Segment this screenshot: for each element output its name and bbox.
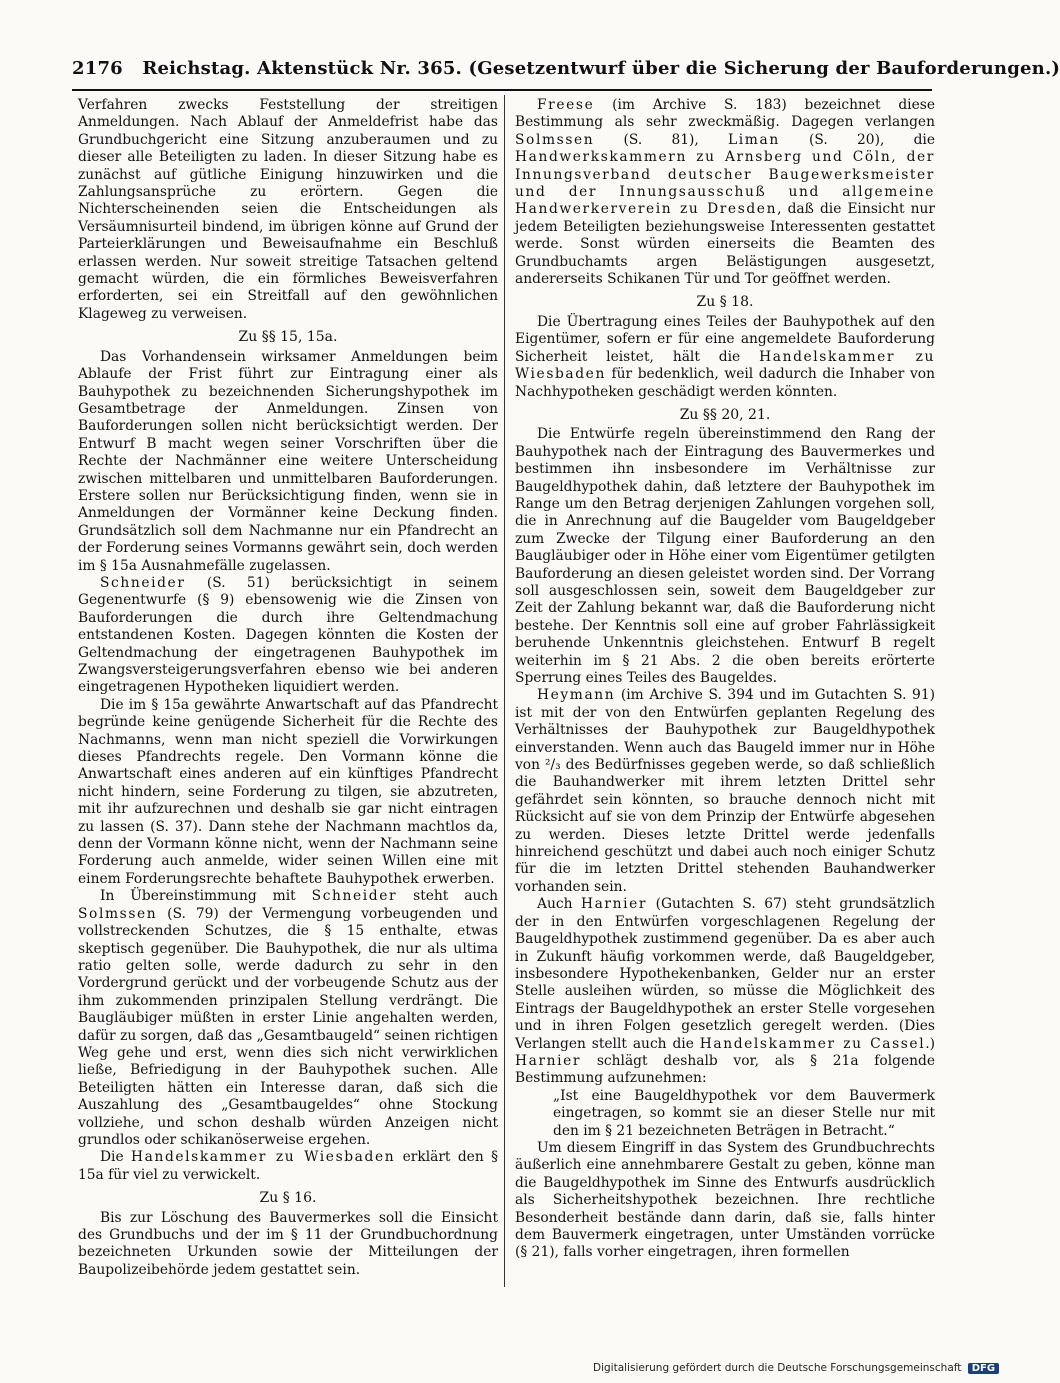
author-name: Schneider xyxy=(100,574,186,591)
section-heading-18: Zu § 18. xyxy=(696,294,754,311)
text-run: .) xyxy=(925,1035,935,1052)
author-name: Harnier xyxy=(515,1052,582,1069)
right-column xyxy=(515,97,935,1287)
text-run: schlägt deshalb vor, als § 21a folgende Bestimmung aufzunehmen: xyxy=(515,1052,935,1087)
author-name: Freese xyxy=(537,97,595,113)
quoted-provision: „Ist eine Baugeldhypothek vor dem Bauvermerk eingetragen, so kommt sie an dieser Stelle nur mit den im § 21 bezeichneten Beträgen in Betracht.“ xyxy=(553,1087,935,1139)
institution-name: Handelskammer zu Wiesbaden xyxy=(515,348,935,383)
author-name: Solmssen xyxy=(78,905,158,922)
header-rule xyxy=(72,89,932,91)
text-run: Die Übertragung eines Teiles der Bauhypothek auf den Eigentümer, sofern er für eine angemeldete Bauforderung Sicherheit leistet, hält die xyxy=(515,313,935,365)
left-paragraph-4: Die im § 15a gewährte Anwartschaft auf das Pfandrecht begründe keine genügende Sicherheit für die Rechte des Nachmanns, wenn man nicht speziell die Vorwirkungen dieses Pfandrechts regele. Den Vormann könne die Anwartschaft eines anderen auf ein künftiges Pfandrecht nicht hindern, seine Forderung zu tilgen, sie abzutreten, mit ihr aufzurechnen und deshalb sie gar nicht eintragen zu lassen (S. 37). Dann stehe der Nachmann machtlos da, denn der Vormann könne nicht, wenn der Nachmann seine Forderung auch anmelde, wider seinen Willen eine mit einem Forderungsrechte behaftete Bauhypothek erwerben. xyxy=(78,696,498,887)
running-header xyxy=(72,58,1060,88)
text-run: Auch xyxy=(537,896,581,913)
text-run: Die xyxy=(100,1149,132,1166)
author-name: Harnier xyxy=(580,896,648,913)
right-paragraph-2 xyxy=(515,314,935,401)
institution-name: Handwerkskammern zu Arnsberg und Cöln, der Innungsverband deutscher Baugewerksmeister und der Innungsausschuß und allgemeine Handwerkerverein zu Dresden xyxy=(515,149,935,218)
author-name: Heymann xyxy=(537,687,616,704)
right-paragraph-3: Die Entwürfe regeln übereinstimmend den Rang der Bauhypothek nach der Eintragung des Bauvermerkes und bestimmen ihn insbesondere im Verhältnisse zur Baugeldhypothek dahin, daß letztere der Bauhypothek im Range um den Betrag derjenigen Zahlungen vorgehen soll, die in Anrechnung auf die Baugelder vom Baugeldgeber zum Zwecke der Tilgung einer Bauforderung an den Baugläubiger oder in Höhe einer vom Eigentümer getilgten Bauforderung an diesen geleistet worden sind. Der Vorrang soll ausgeschlossen sein, soweit dem Baugeldgeber zur Zeit der Zahlung bekannt war, daß die Bauforderung nicht bestehe. Der Kenntnis soll eine auf grober Fahrlässigkeit beruhende Unkenntnis gleichstehen. Entwurf B regelt weiterhin im § 21 Abs. 2 die oben bereits erörterte Sperrung eines Teiles des Baugeldes. xyxy=(515,426,935,686)
right-paragraph-6: Um diesem Eingriff in das System des Grundbuchrechts äußerlich eine annehmbarere Gestalt zu geben, könne man die Baugeldhypothek im Sinne des Entwurfs ausdrücklich als Sicherheitshypothek bezeichnen. Ihre rechtliche Besonderheit bestände dann darin, daß sie, falls hinter dem Bauvermerk eingetragen, unter Umständen vorrücke (§ 21), falls vorher eingetragen, ihren formellen xyxy=(515,1139,935,1261)
header-title: Reichstag. Aktenstück Nr. 365. (Gesetzentwurf über die Sicherung der Bauforderungen.) xyxy=(142,58,1060,79)
digitization-footer xyxy=(593,1362,996,1380)
text-run: , daß die Einsicht nur jedem Beteiligten beziehungsweise Interessenten gestattet werde. Sonst würden einerseits die Beamten des Grundbuchamts argen Belästigungen ausgesetzt, andererseits Schikanen Tür und Tor geöffnet werden. xyxy=(515,201,935,288)
text-run: erklärt den § 15a für viel zu verwickelt. xyxy=(78,1149,498,1183)
left-column xyxy=(78,97,498,1287)
left-paragraph-2: Das Vorhandensein wirksamer Anmeldungen beim Ablaufe der Frist führt zur Eintragung einer als Bauhypothek zu bezeichnenden Sicherungshypothek im Gesamtbetrage der Anmeldungen. Zinsen von Bauforderungen sollen nicht berücksichtigt werden. Der Entwurf B macht wegen seiner Vorschriften über die Rechte der Nachmänner eine weitere Unterscheidung zwischen mittelbaren und unmittelbaren Bauforderungen. Erstere sollen nur Berücksichtigung finden, wenn sie in Anmeldungen der Vormänner keine Deckung finden. Grundsätzlich soll dem Nachmanne nur ein Pfandrecht an der Forderung seines Vormanns gewährt sein, doch werden im § 15a Ausnahmefälle zugelassen. xyxy=(78,348,498,574)
column-divider xyxy=(504,95,505,1287)
right-paragraph-5 xyxy=(515,896,935,1087)
right-paragraph-4 xyxy=(515,687,935,896)
text-run: (im Archive S. 394 und im Gutachten S. 91) ist mit der von den Entwürfen geplanten Regelung des Verhältnisses der Bauhypothek zur Baugeldhypothek einverstanden. Wenn auch das Baugeld immer nur in Höhe von ²/₃ des Bedürfnisses gegeben werde, so daß schließlich die Bauhandwerker mit ihrem letzten Drittel sehr gefährdet sein könnten, so brauche dennoch nicht mit Rücksicht auf sie von dem Prinzip der Entwürfe abgesehen zu werden. Dieses letzte Drittel werde jedenfalls hinreichend geschützt und dabei auch noch einiger Schutz für die im letzten Drittel stehenden Bauhandwerker vorhanden sein. xyxy=(515,687,935,895)
text-run: (S. 20), die xyxy=(779,131,935,148)
section-heading-20-21: Zu §§ 20, 21. xyxy=(679,406,771,423)
footer-text: Digitalisierung gefördert durch die Deutsche Forschungsgemeinschaft xyxy=(593,1362,962,1374)
institution-name: Handelskammer zu Wiesbaden xyxy=(131,1149,396,1166)
text-run: (S. 79) der Vermengung vorbeugenden und vollstreckenden Schutzes, die § 15 enthalte, etwas skeptisch gegenüber. Die Bauhypothek, die nur als ultima ratio gelten solle, werde dadurch zu sehr in den Vordergrund gerückt und der vorbeugende Schutz aus der ihm zukommenden prinzipalen Stellung verdrängt. Die Baugläubiger müßten in erster Linie angehalten werden, dafür zu sorgen, daß das „Gesamtbaugeld“ seinen richtigen Weg gehe und erst, wenn dies sich nicht verwirklichen ließe, Befriedigung in der Bauhypothek suchen. Alle Beteiligten hätten ein Interesse daran, daß sich die Auszahlung des „Gesamtbaugeldes“ ohne Stockung vollziehe, und schon deshalb würden Anzeigen nicht grundlos oder schikanöserweise ergehen. xyxy=(78,905,498,1148)
author-name: Solmssen xyxy=(515,131,595,148)
text-run: (Gutachten S. 67) steht grundsätzlich der in den Entwürfen vorgeschlagenen Regelung der Baugeldhypothek zustimmend gegenüber. Da es aber auch in Zukunft häufig vorkommen werde, daß Baugeldgeber, insbesondere Hypothekenbanken, Gelder nur an erster Stelle ausleihen würden, so müsse die Möglichkeit des Eintrags der Baugeldhypothek an erster Stelle vorgesehen und in ihren Folgen gesetzlich geregelt werden. (Dies Verlangen stellt auch die xyxy=(515,896,935,1052)
left-paragraph-7: Bis zur Löschung des Bauvermerkes soll die Einsicht des Grundbuchs und der im § 11 der Grundbuchordnung bezeichneten Urkunden sowie der Mitteilungen der Baupolizeibehörde jedem gestattet sein. xyxy=(78,1209,498,1278)
author-name: Schneider xyxy=(311,888,398,905)
section-heading-15: Zu §§ 15, 15a. xyxy=(238,329,338,346)
page-number: 2176 xyxy=(72,58,123,79)
right-paragraph-1 xyxy=(515,97,935,288)
left-paragraph-6 xyxy=(78,1149,498,1184)
text-run: (S. 51) berücksichtigt in seinem Gegenentwurfe (§ 9) ebensowenig wie die Zinsen von Bauforderungen die durch ihre Geltendmachung entstandenen Kosten. Dagegen könnten die Kosten der Geltendmachung der eingetragenen Bauhypothek im Zwangsversteigerungsverfahren ebenso wie bei anderen eingetragenen Hypotheken liquidiert werden. xyxy=(78,574,498,696)
text-run: (S. 81), xyxy=(594,131,729,148)
section-heading-16: Zu § 16. xyxy=(259,1190,317,1207)
left-paragraph-5 xyxy=(78,888,498,1149)
text-run: (im Archive S. 183) bezeichnet diese Bestimmung als sehr zweckmäßig. Dagegen verlangen xyxy=(515,97,935,131)
institution-name: Handelskammer zu Cassel xyxy=(699,1035,926,1052)
author-name: Liman xyxy=(728,131,780,148)
text-run: für bedenklich, weil dadurch die Inhaber von Nachhypotheken geschädigt werden könnten. xyxy=(515,366,935,400)
text-run: In Übereinstimmung mit xyxy=(100,888,312,905)
dfg-logo: DFG xyxy=(968,1363,999,1374)
left-paragraph-1: Verfahren zwecks Feststellung der streitigen Anmeldungen. Nach Ablauf der Anmeldefrist habe das Grundbuchgericht eine Sitzung anzuberaumen und zu dieser alle Beteiligten zu laden. In dieser Sitzung habe es zunächst auf gütliche Einigung hinzuwirken und die Zahlungsansprüche zu erörtern. Gegen die Nichterscheinenden seien die Entscheidungen als Versäumnisurteil bindend, im übrigen könne auf Grund der Parteierklärungen und Beweisaufnahme ein Beschluß erlassen werden. Nur soweit streitige Tatsachen geltend gemacht würden, die ein förmliches Beweisverfahren erforderten, sei ein Streitfall auf den gewöhnlichen Klageweg zu verweisen. xyxy=(78,97,498,322)
left-paragraph-3 xyxy=(78,575,498,697)
text-run: steht auch xyxy=(397,888,498,905)
